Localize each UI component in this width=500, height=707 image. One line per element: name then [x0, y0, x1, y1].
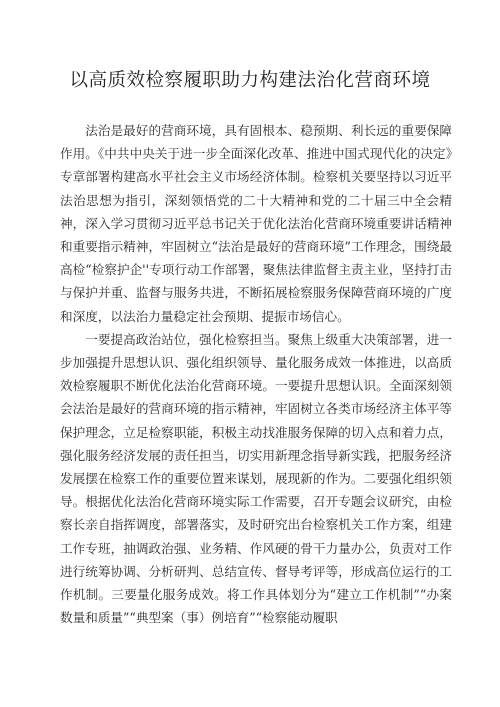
document-title: 以高质效检察履职助力构建法治化营商环境 [69, 70, 431, 91]
paragraph: 法治是最好的营商环境，具有固根本、稳预期、利长远的重要保障作用。《中共中央关于进一步全面深化改革、推进中国式现代化的决定》专章部署构建高水平社会主义市场经济体制。检察机关要坚持以习近平法治思想为指引，深刻领悟党的二十大精神和党的二十届三中全会精神，深入学习贯彻习近平总书记关于优化法治化营商环境重要讲话精神和重要指示精神，牢固树立“法治是最好的营商环境”工作理念，围绕最高检“检察护企''专项行动工作部署，聚焦法律监督主责主业，坚持打击与保护并重、监督与服务共进，不断拓展检察服务保障营商环境的广度和深度，以法治力量稳定社会预期、提振市场信心。 [60, 123, 452, 324]
paragraph: 一要提高政治站位，强化检察担当。聚焦上级重大决策部署，进一步加强提升思想认识、强化组织领导、量化服务成效一体推进，以高质效检察履职不断优化法治化营商环境。一要提升思想认识。全面深刻领会法治是最好的营商环境的指示精神，牢固树立各类市场经济主体平等保护理念，立足检察职能，积极主动找准服务保障的切入点和着力点，强化服务经济发展的责任担当，切实用新理念指导新实践，把服务经济发展摆在检察工作的重要位置来谋划，展现新的作为。二要强化组织领导。根据优化法治化营商环境实际工作需要，召开专题会议研究，由检察长亲自指挥调度，部署落实，及时研究出台检察机关工作方案，组建工作专班，抽调政治强、业务精、作风硬的骨干力量办公，负责对工作进行统筹协调、分析研判、总结宣传、督导考评等，形成高位运行的工作机制。三要量化服务成效。将工作具体划分为“建立工作机制”“办案数量和质量”“典型案（事）例培育”“检察能动履职 [60, 331, 452, 626]
document-body [60, 119, 452, 629]
